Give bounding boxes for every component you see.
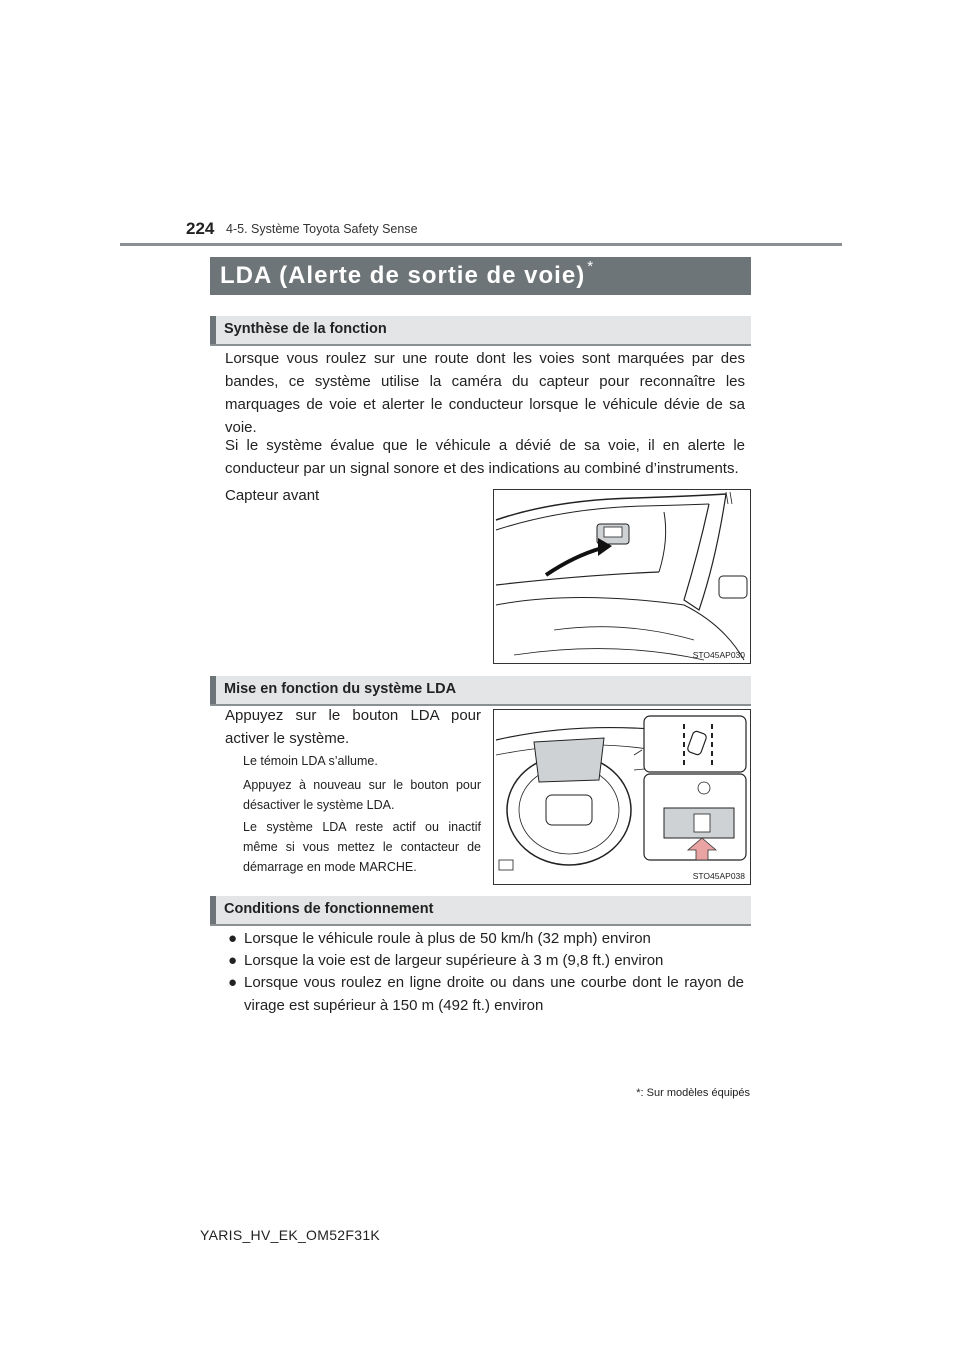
section-heading-label: Mise en fonction du système LDA (224, 681, 457, 697)
note-remains-state: Le système LDA reste actif ou inactif même si vous mettez le contacteur de démarrage en mode MARCHE. (243, 820, 481, 874)
bullet-icon: ● (228, 974, 238, 991)
page-number: 224 (186, 219, 215, 238)
paragraph-press-button: Appuyez sur le bouton LDA pour activer le système. (225, 707, 481, 747)
note-indicator-on: Le témoin LDA s’allume. (243, 754, 378, 768)
section-heading-conditions (210, 896, 751, 926)
page-title (220, 258, 595, 290)
figure-code: STO45AP030 (692, 650, 745, 660)
figure-code: STO45AP038 (692, 871, 745, 881)
paragraph-overview: Lorsque vous roulez sur une route dont les voies sont marquées par des bandes, ce système utilise la caméra du capteur pour reconnaître les marquages de voie et alerter le conducteur lorsque le véhicule dévie de sa voie. (225, 350, 745, 436)
paragraph-alert: Si le système évalue que le véhicule a dévié de sa voie, il en alerte le conducteur par un signal sonore et des indications au combiné d’instruments. (225, 437, 745, 477)
figure-caption-front-sensor: Capteur avant (225, 487, 320, 504)
note-deactivate: Appuyez à nouveau sur le bouton pour désactiver le système LDA. (243, 778, 481, 812)
heading-tab (210, 676, 216, 704)
equipment-marker: * (636, 1087, 641, 1099)
equipment-marker: * (587, 258, 595, 275)
section-heading-synthese (210, 316, 751, 346)
footnote-text: : Sur modèles équipés (640, 1087, 750, 1099)
condition-text: Lorsque vous roulez en ligne droite ou dans une courbe dont le rayon de virage est supérieur à 150 m (492 ft.) environ (244, 974, 744, 1014)
condition-text: Lorsque le véhicule roule à plus de 50 km/h (32 mph) environ (244, 930, 651, 947)
condition-text: Lorsque la voie est de largeur supérieure à 3 m (9,8 ft.) environ (244, 952, 664, 969)
section-heading-activation (210, 676, 751, 706)
section-heading-label: Synthèse de la fonction (224, 321, 387, 337)
footnote (600, 1087, 750, 1099)
condition-item (228, 949, 748, 972)
front-sensor-illustration (493, 489, 751, 664)
heading-tab (210, 316, 216, 344)
model-code: YARIS_HV_EK_OM52F31K (200, 1227, 381, 1243)
heading-tab (210, 896, 216, 924)
page-title-text: LDA (Alerte de sortie de voie) (220, 262, 586, 289)
condition-item (228, 971, 748, 1017)
condition-item (228, 927, 748, 950)
bullet-icon: ● (228, 952, 238, 969)
section-reference: 4-5. Système Toyota Safety Sense (226, 222, 418, 236)
lda-button-illustration (493, 709, 751, 885)
bullet-icon: ● (228, 930, 238, 947)
header-divider (120, 243, 842, 246)
section-heading-label: Conditions de fonctionnement (224, 901, 434, 917)
